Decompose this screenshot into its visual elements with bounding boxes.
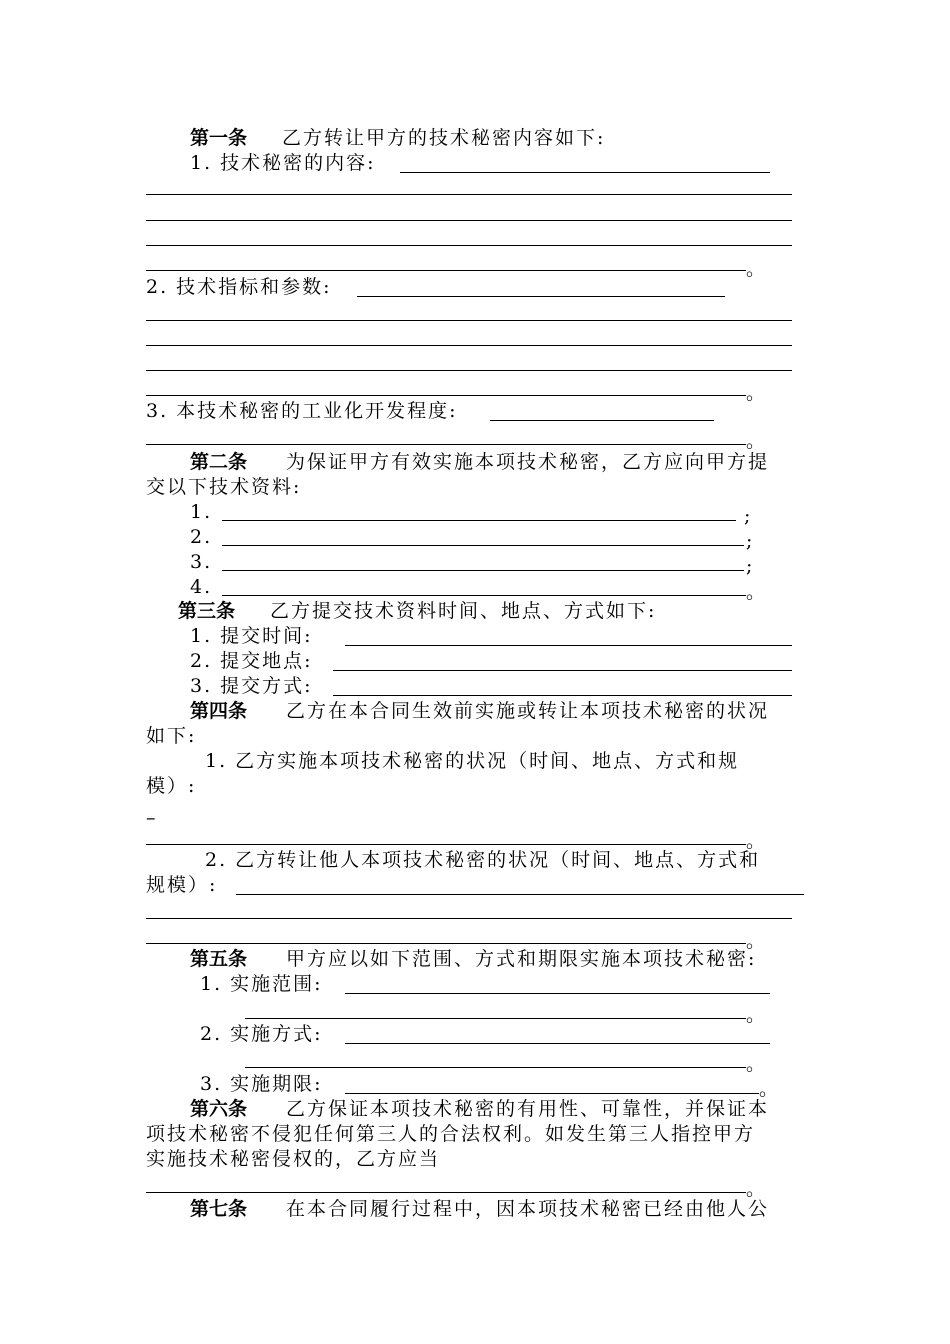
period: 。 [746, 1004, 766, 1026]
fill-blank[interactable] [146, 270, 746, 271]
fill-blank[interactable] [345, 1043, 770, 1044]
article-6-text-line-2: 项技术秘密不侵犯任何第三人的合法权利。如发生第三人指控甲方 [146, 1123, 756, 1145]
fill-blank[interactable] [222, 595, 746, 596]
article-4-label: 第四条 [190, 700, 248, 722]
article-2-text-line-1: 为保证甲方有效实施本项技术秘密，乙方应向甲方提 [286, 451, 770, 473]
article-1-item-1-label: 1. 技术秘密的内容: [190, 152, 376, 174]
article-1-item-3 [0, 398, 950, 424]
fill-blank[interactable] [146, 395, 746, 396]
article-6-line-3 [0, 1146, 950, 1172]
article-3-item-2-label: 2. 提交地点: [190, 650, 313, 672]
fill-blank[interactable] [146, 194, 792, 195]
fill-blank[interactable] [146, 345, 792, 346]
period: 。 [746, 1053, 766, 1075]
article-5-heading-line [0, 946, 950, 972]
article-4-item-2-text: 2. 乙方转让他人本项技术秘密的状况（时间、地点、方式和 [205, 849, 761, 871]
fill-blank[interactable] [345, 993, 770, 994]
article-6-line-2 [0, 1121, 950, 1147]
article-2-line-2 [0, 474, 950, 500]
fill-blank[interactable] [245, 1018, 746, 1019]
fill-blank[interactable] [222, 545, 744, 546]
period: 。 [746, 430, 766, 452]
article-6-heading-line [0, 1096, 950, 1122]
article-1-item-2-label: 2. 技术指标和参数: [146, 276, 332, 298]
article-2-heading-line [0, 449, 950, 475]
article-2-item-3 [0, 549, 950, 575]
article-1-title: 乙方转让甲方的技术秘密内容如下: [282, 127, 606, 149]
fill-blank[interactable] [245, 1067, 746, 1068]
article-4-item-1-text-cont: 模）: [146, 775, 197, 797]
article-2-item-2 [0, 524, 950, 550]
semicolon: ; [746, 530, 753, 552]
article-1-heading-line [0, 125, 950, 151]
article-3-heading-line [0, 598, 950, 624]
article-7-text-line-1: 在本合同履行过程中，因本项技术秘密已经由他人公 [286, 1198, 770, 1220]
fill-blank[interactable] [222, 570, 744, 571]
semicolon: ; [746, 555, 753, 577]
period: 。 [746, 1178, 766, 1200]
fill-blank[interactable] [146, 370, 792, 371]
period: 。 [746, 258, 766, 280]
article-1-label: 第一条 [190, 127, 248, 149]
stray-dash: – [146, 807, 156, 829]
article-4-text-line-2: 如下: [146, 725, 197, 747]
fill-blank[interactable] [146, 943, 746, 944]
fill-blank[interactable] [146, 918, 792, 919]
article-7-heading-line [0, 1196, 950, 1222]
fill-blank[interactable] [333, 670, 792, 671]
item-number: 1. [190, 501, 213, 523]
fill-blank[interactable] [146, 444, 746, 445]
article-6-text-line-3: 实施技术秘密侵权的，乙方应当 [146, 1148, 441, 1170]
fill-blank[interactable] [236, 894, 804, 895]
article-5-label: 第五条 [190, 948, 248, 970]
article-4-item-2-line-1 [0, 847, 950, 873]
article-5-title: 甲方应以如下范围、方式和期限实施本项技术秘密: [286, 948, 757, 970]
article-2-label: 第二条 [190, 451, 248, 473]
period: 。 [746, 830, 766, 852]
fill-blank[interactable] [146, 1192, 746, 1193]
fill-blank[interactable] [345, 645, 792, 646]
article-4-heading-line [0, 698, 950, 724]
article-5-item-2-label: 2. 实施方式: [200, 1023, 323, 1045]
article-2-text-line-2: 交以下技术资料: [146, 476, 302, 498]
fill-blank[interactable] [357, 296, 725, 297]
item-number: 3. [190, 551, 213, 573]
fill-blank[interactable] [345, 1093, 759, 1094]
article-4-item-1-text: 1. 乙方实施本项技术秘密的状况（时间、地点、方式和规 [205, 750, 740, 772]
period: 。 [746, 930, 766, 952]
fill-blank[interactable] [146, 844, 746, 845]
article-4-item-2-text-cont: 规模）: [146, 874, 218, 896]
item-number: 4. [190, 576, 213, 598]
article-3-item-3-label: 3. 提交方式: [190, 675, 313, 697]
period: 。 [759, 1078, 779, 1100]
article-3-title: 乙方提交技术资料时间、地点、方式如下: [270, 600, 657, 622]
fill-blank[interactable] [146, 220, 792, 221]
article-3-label: 第三条 [178, 600, 236, 622]
article-2-item-1 [0, 499, 950, 525]
article-3-item-1-label: 1. 提交时间: [190, 625, 313, 647]
article-6-text-line-1: 乙方保证本项技术秘密的有用性、可靠性，并保证本 [286, 1098, 770, 1120]
semicolon: ; [744, 505, 751, 527]
period: 。 [746, 581, 766, 603]
period: 。 [746, 382, 766, 404]
article-6-label: 第六条 [190, 1098, 248, 1120]
fill-blank[interactable] [146, 320, 792, 321]
article-5-item-3-label: 3. 实施期限: [200, 1073, 323, 1095]
fill-blank[interactable] [400, 172, 770, 173]
fill-blank[interactable] [333, 695, 792, 696]
fill-blank[interactable] [146, 245, 792, 246]
fill-blank[interactable] [490, 420, 714, 421]
article-2-item-4 [0, 574, 950, 600]
item-number: 2. [190, 526, 213, 548]
article-4-line-2 [0, 723, 950, 749]
article-5-item-1-label: 1. 实施范围: [200, 973, 323, 995]
article-7-label: 第七条 [190, 1198, 248, 1220]
article-4-text-line-1: 乙方在本合同生效前实施或转让本项技术秘密的状况 [286, 700, 770, 722]
article-4-item-1-line-2 [0, 773, 950, 799]
article-4-item-1-line-1 [0, 748, 950, 774]
fill-blank[interactable] [222, 520, 736, 521]
article-1-item-3-label: 3. 本技术秘密的工业化开发程度: [146, 400, 458, 422]
